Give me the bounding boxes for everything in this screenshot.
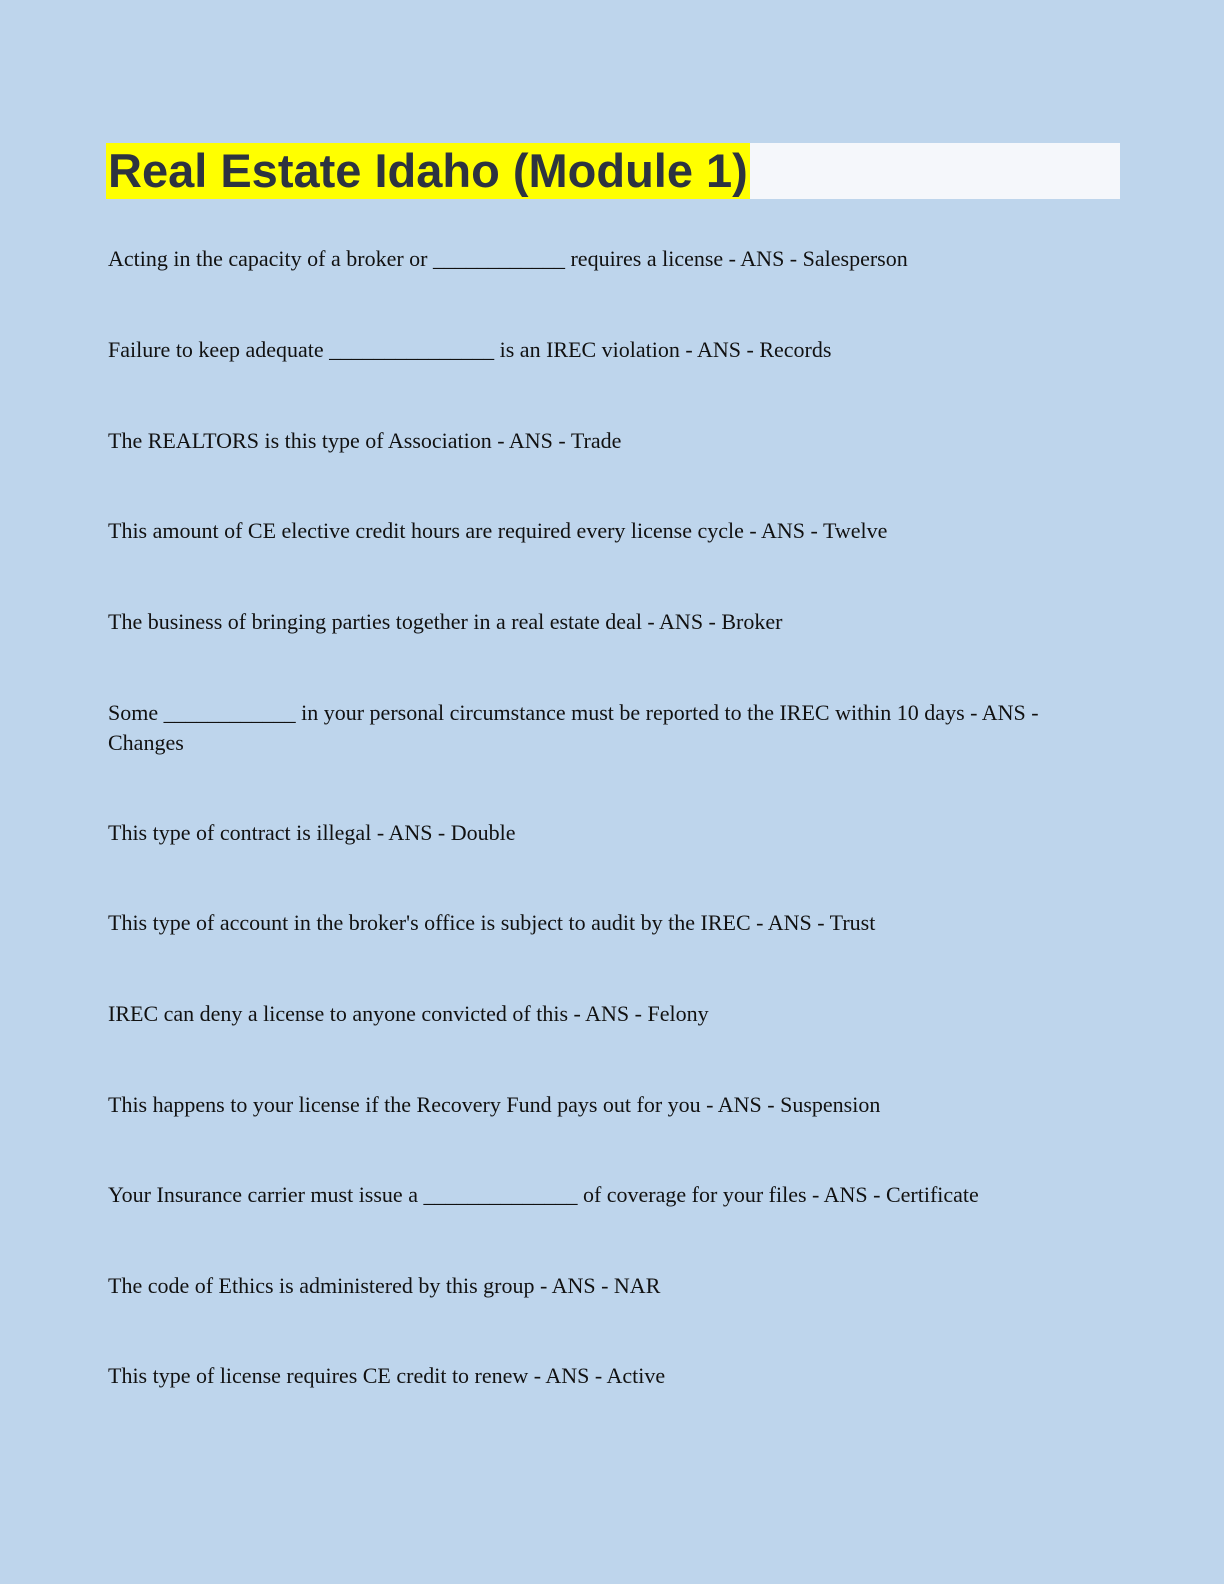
question-answer-10: This happens to your license if the Recovery Fund pays out for you - ANS - Suspension [108, 1092, 881, 1117]
question-answer-6: Some ____________ in your personal circumstance must be reported to the IREC within 10 days - ANS - Changes [108, 700, 1039, 755]
page-title: Real Estate Idaho (Module 1) [108, 144, 748, 197]
question-answer-12: The code of Ethics is administered by this group - ANS - NAR [108, 1273, 661, 1298]
question-answer-11: Your Insurance carrier must issue a ______________ of coverage for your files - ANS - Certificate [108, 1182, 979, 1207]
question-answer-8: This type of account in the broker's office is subject to audit by the IREC - ANS - Trust [108, 910, 876, 935]
question-answer-4: This amount of CE elective credit hours are required every license cycle - ANS - Twelve [108, 518, 888, 543]
question-answer-1: Acting in the capacity of a broker or ____________ requires a license - ANS - Salesperson [108, 246, 908, 271]
question-answer-9: IREC can deny a license to anyone convicted of this - ANS - Felony [108, 1001, 709, 1026]
question-answer-3: The REALTORS is this type of Association - ANS - Trade [108, 428, 622, 453]
question-answer-13: This type of license requires CE credit to renew - ANS - Active [108, 1363, 666, 1388]
question-answer-5: The business of bringing parties together in a real estate deal - ANS - Broker [108, 609, 783, 634]
question-answer-2: Failure to keep adequate _______________ is an IREC violation - ANS - Records [108, 337, 832, 362]
question-answer-7: This type of contract is illegal - ANS - Double [108, 820, 516, 845]
